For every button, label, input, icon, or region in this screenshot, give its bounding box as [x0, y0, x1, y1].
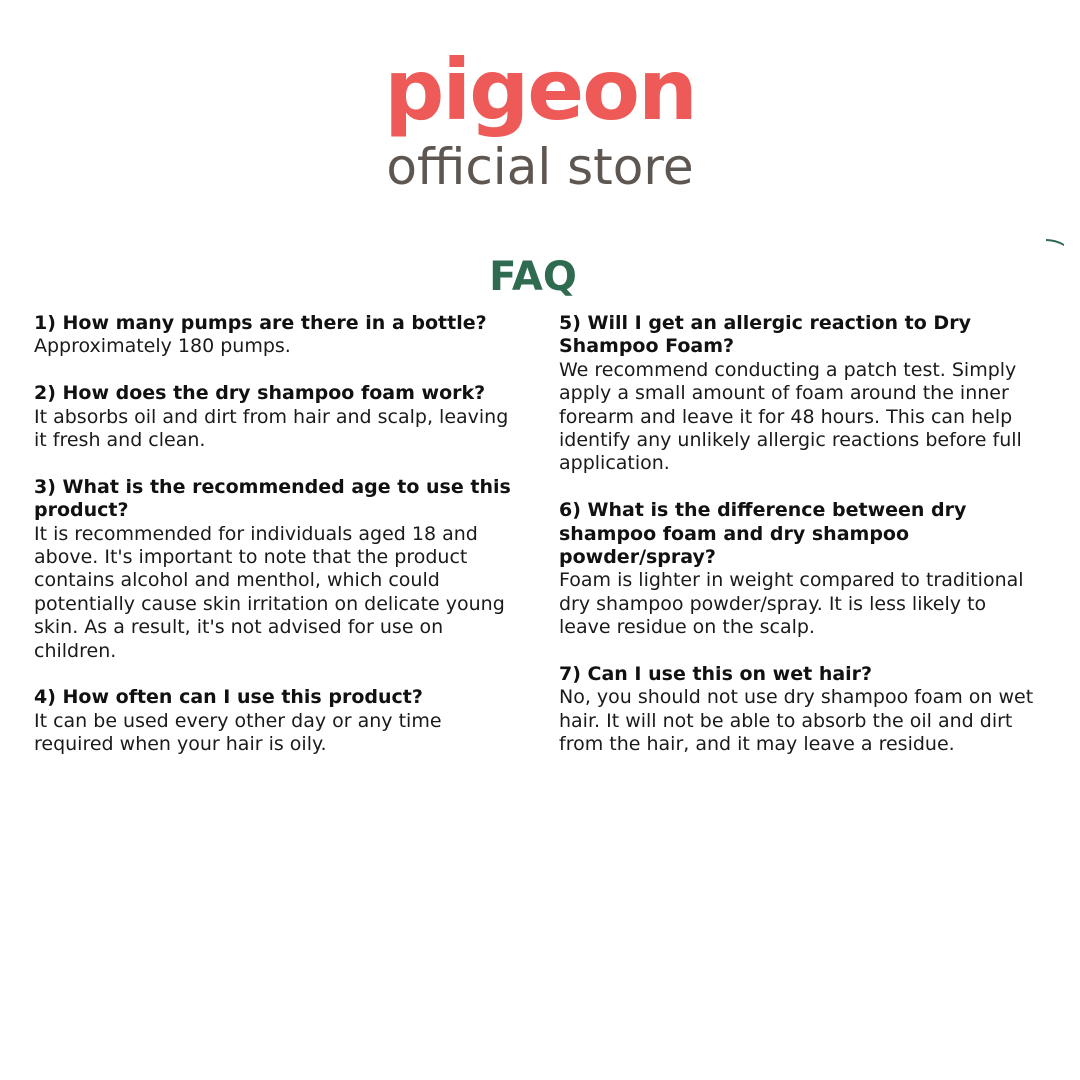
corner-accent-icon	[1046, 238, 1064, 246]
faq-item-6	[559, 499, 1065, 639]
faq-answer: It absorbs oil and dirt from hair and scalp, leaving it fresh and clean.	[34, 405, 509, 452]
faq-question: 7) Can I use this on wet hair?	[559, 663, 873, 686]
faq-question: 3) What is the recommended age to use this product?	[34, 475, 511, 522]
faq-column-left	[34, 312, 540, 780]
faq-title: FAQ	[489, 254, 577, 300]
faq-question: 5) Will I get an allergic reaction to Dry Shampoo Foam?	[559, 312, 971, 358]
brand-subtitle: official store	[386, 138, 694, 196]
faq-item-2	[34, 382, 540, 452]
faq-item-1	[34, 312, 540, 359]
faq-item-5	[559, 312, 1065, 476]
faq-item-3	[34, 476, 540, 663]
brand-wordmark: pigeon	[384, 41, 696, 139]
faq-question: 6) What is the difference between dry shampoo foam and dry shampoo powder/spray?	[559, 499, 967, 569]
faq-answer: We recommend conducting a patch test. Simply apply a small amount of foam around the inner forearm and leave it for 48 hours. This can help identify any unlikely allergic reactions before full application.	[559, 358, 1022, 475]
faq-item-4	[34, 686, 540, 756]
faq-item-7	[559, 663, 1065, 757]
faq-answer: Foam is lighter in weight compared to traditional dry shampoo powder/spray. It is less likely to leave residue on the scalp.	[559, 569, 1024, 639]
faq-answer: No, you should not use dry shampoo foam on wet hair. It will not be able to absorb the oil and dirt from the hair, and it may leave a residue.	[559, 686, 1034, 756]
faq-column-right	[559, 312, 1065, 780]
faq-answer: It is recommended for individuals aged 18 and above. It's important to note that the product contains alcohol and menthol, which could potentially cause skin irritation on delicate young skin. As a result, it's not advised for use on children.	[34, 522, 505, 662]
faq-question: 4) How often can I use this product?	[34, 686, 423, 709]
faq-answer: Approximately 180 pumps.	[34, 335, 291, 358]
brand-logo	[0, 40, 1080, 196]
faq-question: 2) How does the dry shampoo foam work?	[34, 382, 486, 405]
faq-answer: It can be used every other day or any time required when your hair is oily.	[34, 709, 442, 756]
faq-question: 1) How many pumps are there in a bottle?	[34, 312, 487, 334]
